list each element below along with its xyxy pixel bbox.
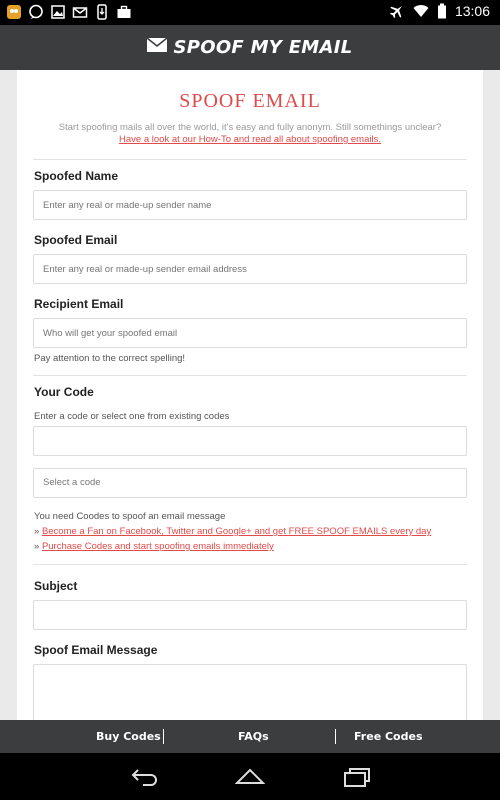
message-textarea[interactable] (33, 664, 467, 720)
nav-separator (335, 729, 336, 744)
divider (33, 564, 467, 565)
battery-icon (437, 3, 447, 19)
wifi-icon (413, 3, 429, 19)
nav-separator (163, 729, 164, 744)
purchase-codes-link[interactable]: Purchase Codes and start spoofing emails immediately (41, 541, 274, 552)
system-nav-bar (0, 753, 500, 800)
faqs-tab[interactable]: FAQs (238, 730, 269, 743)
subject-label: Subject (34, 579, 78, 593)
clock: 13:06 (454, 3, 490, 19)
recipient-email-hint: Pay attention to the correct spelling! (34, 353, 186, 364)
code-select[interactable]: Select a code (33, 468, 467, 498)
your-code-hint: Enter a code or select one from existing codes (34, 411, 230, 422)
bullet: » (34, 541, 40, 552)
spoofed-name-input[interactable] (33, 190, 467, 220)
status-bar (0, 0, 500, 25)
notification-icons (6, 4, 132, 20)
your-code-label: Your Code (34, 385, 94, 399)
mail-icon (72, 4, 88, 20)
app-icon (6, 4, 22, 20)
divider (33, 375, 467, 376)
code-input[interactable] (33, 426, 467, 456)
bullet: » (34, 526, 40, 537)
subject-input[interactable] (33, 600, 467, 630)
spoofed-email-label: Spoofed Email (34, 233, 118, 247)
buy-codes-tab[interactable]: Buy Codes (96, 730, 161, 743)
free-codes-tab[interactable]: Free Codes (354, 730, 423, 743)
briefcase-icon (116, 4, 132, 20)
image-icon (50, 4, 66, 20)
spoof-form-card (17, 70, 483, 720)
home-icon[interactable] (235, 765, 265, 789)
message-label: Spoof Email Message (34, 643, 158, 657)
fan-link-line (34, 526, 431, 537)
content-area[interactable] (0, 70, 500, 720)
app-header (0, 25, 500, 70)
chat-icon (28, 4, 44, 20)
brand-title[interactable]: SPOOF MY EMAIL (173, 37, 353, 58)
spoofed-email-input[interactable] (33, 254, 467, 284)
airplane-icon (389, 3, 405, 19)
recents-icon[interactable] (342, 765, 372, 789)
recipient-email-label: Recipient Email (34, 297, 124, 311)
system-status (389, 3, 490, 19)
purchase-link-line (34, 541, 274, 552)
page-title: SPOOF EMAIL (179, 90, 321, 112)
codes-info: You need Coodes to spoof an email message (34, 511, 226, 522)
envelope-icon (147, 38, 167, 57)
become-fan-link[interactable]: Become a Fan on Facebook, Twitter and Google+ and get FREE SPOOF EMAILS every day (41, 526, 432, 537)
phone-icon (94, 4, 110, 20)
divider (33, 159, 467, 160)
spoofed-name-label: Spoofed Name (34, 169, 119, 183)
how-to-link[interactable]: Have a look at our How-To and read all about spoofing emails. (119, 134, 381, 145)
back-icon[interactable] (129, 765, 159, 789)
bottom-nav (0, 720, 500, 753)
intro-description: Start spoofing mails all over the world, it's easy and fully anonym. Still somethings unclear? (58, 122, 442, 133)
intro-text (17, 122, 483, 146)
recipient-email-input[interactable] (33, 318, 467, 348)
